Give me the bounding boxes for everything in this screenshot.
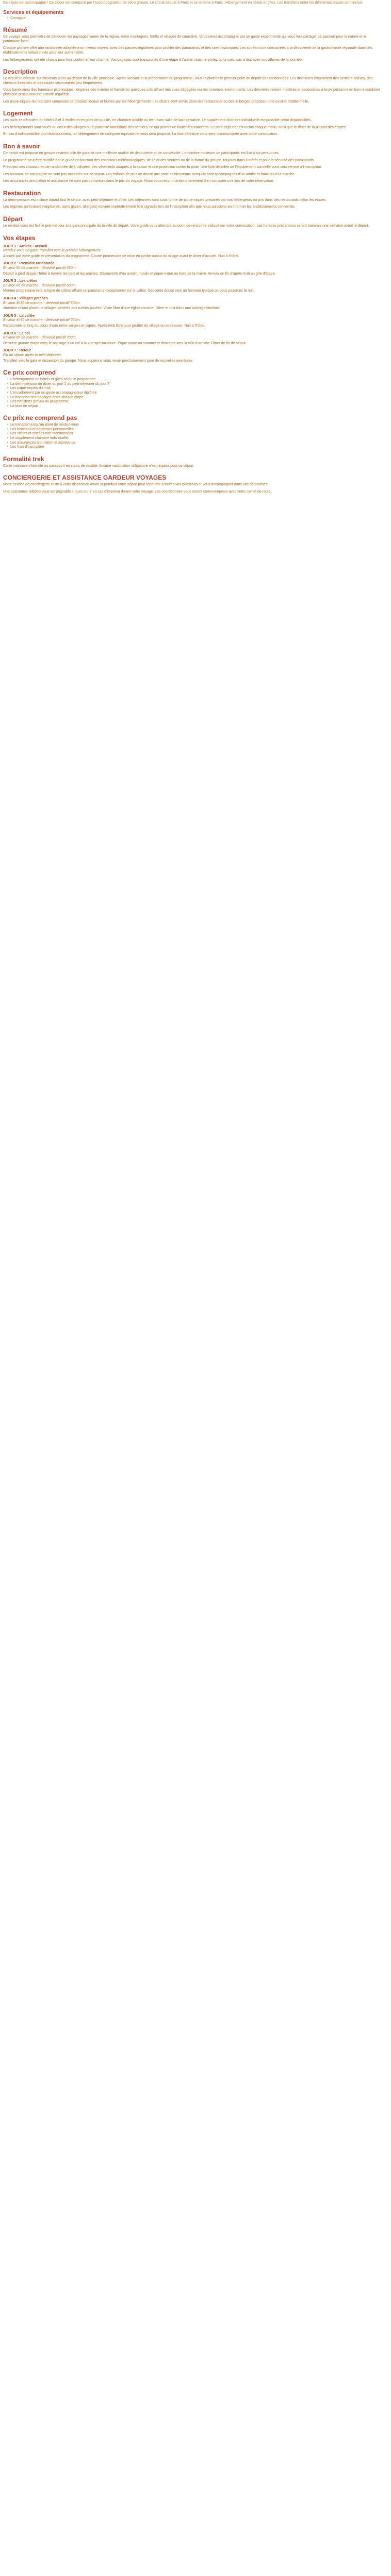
intro-text: Ce séjour est accompagné / Ce séjour est composé par l’accompagnateur de votre groupe. Le circuit débute à Paris et se termine à Paris. Hébergement en hôtels et gîtes. Les transferts entre les différentes étapes sont inclus. [3,1,363,5]
day-title: JOUR 2 : Première randonnée [3,262,55,266]
day-block [3,349,382,363]
bien-paragraph: Les assurances annulation et assistance ne sont pas comprises dans le prix du voyage. Nous vous recommandons vivement d’en souscrire une lors de votre réservation. [3,179,274,183]
day-block [3,262,382,276]
prix-pas-item: • Le transport jusqu’au point de rendez-vous [7,423,382,428]
bien-paragraph: Le programme peut être modifié par le guide en fonction des conditions météorologiques, de l’état des sentiers ou de la forme du groupe, toujours dans l’intérêt et pour la sécurité des participants. [3,158,315,162]
day-text: Montée progressive vers la ligne de crêtes offrant un panorama exceptionnel sur la vallée. Descente douce vers un hameau typique où vous passerez la nuit. [3,289,255,293]
logement-paragraph: Les hébergements sont situés au cœur des villages ou à proximité immédiate des sentiers, ce qui permet de limiter les transferts. Le petit-déjeuner est inclus chaque matin, ainsi que le dîner de la plupart des étapes. [3,125,347,129]
section-heading-resume: Résumé [3,26,27,34]
day-title: JOUR 1 : Arrivée - accueil [3,244,47,248]
day-subtitle: Environ 5h30 de marche - dénivelé positif 500m. [3,301,81,305]
section-heading-restauration: Restauration [3,189,41,197]
prix-comprend-item: • La taxe de séjour [7,404,382,409]
prix-pas-item: • Les visites et entrées non mentionnées [7,432,382,436]
conciergerie-paragraph: Une assistance téléphonique est joignable 7 jours sur 7 en cas d’imprévu durant votre voyage. Les coordonnées vous seront communiquées avec votre carnet de route. [3,490,272,494]
section-heading-conciergerie: CONCIERGERIE ET ASSISTANCE GARDEUR VOYAGES [3,474,167,482]
prix-comprend-item: • L’encadrement par un guide accompagnateur diplômé [7,391,382,396]
services-list [3,16,382,21]
services-heading: Services et équipements [3,9,64,15]
section-heading-bon-a-savoir: Bon à savoir [3,142,41,150]
prix-comprend-item: • Les pique-niques du midi [7,386,382,391]
section-heading-prix-comprend: Ce prix comprend [3,369,56,377]
page-end-spacer [3,497,382,502]
day-subtitle: Fin du séjour après le petit-déjeuner. [3,353,62,357]
page [0,0,385,502]
description-paragraph: Le circuit se déroule sur plusieurs jours au départ de la ville principale. Après l’accueil et la présentation du programme, vous rejoindrez le premier point de départ des randonnées. Les itinéraires empruntent des sentiers balisés, des chemins forestiers et des routes secondaires peu fréquentées. [3,77,373,85]
services-item: • Consigne [7,16,382,21]
day-block [3,332,382,346]
day-subtitle: Environ 6h de marche - dénivelé positif 600m. [3,283,77,287]
logement-paragraph: En cas d’indisponibilité d’un établissement, un hébergement de catégorie équivalente vous sera proposé. La liste définitive vous sera communiquée avec votre convocation. [3,132,279,137]
prix-comprend-item: • Les transferts prévus au programme [7,400,382,404]
section-heading-logement: Logement [3,110,33,117]
section-heading-prix-ne-comprend-pas: Ce prix ne comprend pas [3,414,77,422]
resume-paragraph: Les hébergements ont été choisis pour leur confort et leur charme. Vos bagages sont transportés d’une étape à l’autre, vous ne portez qu’un petit sac à dos avec vos affaires de la journée. [3,58,303,62]
prix-comprend-item: • Le transport des bagages entre chaque étape [7,396,382,400]
day-text: Itinéraire reliant plusieurs villages perchés aux ruelles pavées. Visite libre d’une église romane. Dîner et nuit dans une auberge familiale. [3,307,221,311]
day-block [3,314,382,329]
day-text: Départ à pied depuis l’hôtel à travers les bois et les prairies. Découverte d’un ancien moulin et pique-nique au bord de la rivière. Arrivée en fin d’après-midi au gîte d’étape. [3,272,276,276]
day-title: JOUR 6 : Le col [3,331,30,335]
formalite-paragraph: Carte nationale d’identité ou passeport en cours de validité. Aucune vaccination obligatoire n’est requise pour ce séjour. [3,464,194,468]
day-text: Randonnée le long du cours d’eau entre vergers et vignes. Après-midi libre pour profiter du village ou se reposer. Nuit à l’hôtel. [3,324,205,328]
day-title: JOUR 7 : Retour [3,349,31,353]
day-title: JOUR 3 : Les crêtes [3,279,38,283]
description-paragraph: Vous traverserez des hameaux pittoresques, longerez des rivières et franchirez quelques cols offrant des vues dégagées sur les sommets environnants. Les dénivelés restent modérés et accessibles à toute personne en bonne condition physique pratiquant une activité régulière. [3,88,380,96]
prix-pas-item: • Les assurances annulation et assistance [7,441,382,446]
day-title: JOUR 5 : La vallée [3,314,35,318]
depart-paragraph: Le rendez-vous est fixé le premier jour à la gare principale de la ville de départ. Votre guide vous attendra au point de rencontre indiqué sur votre convocation. Les horaires précis vous seront transmis une semaine avant le départ. [3,224,369,228]
logement-paragraph: Les nuits se déroulent en hôtels 2 et 3 étoiles et en gîtes de qualité, en chambre double ou twin avec salle de bain privative. Le supplément chambre individuelle est possible selon disponibilités. [3,118,312,123]
restauration-paragraph: Les régimes particuliers (végétarien, sans gluten, allergies) doivent impérativement être signalés lors de l’inscription afin que nous puissions en informer les établissements concernés. [3,205,296,209]
day-block [3,279,382,294]
prix-pas-item: • Les frais d’inscription [7,445,382,450]
resume-paragraph: Chaque journée offre une randonnée adaptée à un niveau moyen, avec des pauses régulières pour profiter des panoramas et des sites historiques. Les soirées sont consacrées à la découverte de la gastronomie régionale dans des établissements sélectionnés pour leur authenticité. [3,46,373,55]
bien-paragraph: Ce circuit est proposé en groupe restreint afin de garantir une meilleure qualité de découverte et de convivialité. Le nombre minimum de participants est fixé à six personnes. [3,151,280,155]
day-subtitle: Environ 4h30 de marche - dénivelé positif 350m. [3,318,81,323]
day-title: JOUR 4 : Villages perchés [3,297,48,300]
prix-pas-list [3,423,382,450]
day-subtitle: Environ 6h de marche - dénivelé positif 700m. [3,336,77,340]
bien-paragraph: Les animaux de compagnie ne sont pas acceptés sur ce séjour. Les enfants de plus de douze ans sont les bienvenus lorsqu’ils sont accompagnés d’un adulte et habitués à la marche. [3,172,296,176]
prix-pas-item: • Le supplément chambre individuelle [7,436,382,441]
day-text: Dernière grande étape avec le passage d’un col à la vue spectaculaire. Pique-nique au sommet et descente vers la ville d’arrivée. Dîner de fin de séjour. [3,341,247,345]
resume-paragraph: Ce voyage vous permettra de découvrir les paysages variés de la région, entre montagnes, forêts et villages de caractère. Vous serez accompagné par un guide expérimenté qui vous fera partager sa passion pour la nature et le patrimoine local. [3,35,366,43]
day-subtitle: Environ 5h de marche - dénivelé positif 450m. [3,266,77,270]
section-heading-description: Description [3,68,38,76]
section-heading-depart: Départ [3,215,23,223]
bien-paragraph: Prévoyez des chaussures de randonnée déjà utilisées, des vêtements adaptés à la saison et une protection contre la pluie. Une liste détaillée de l’équipement conseillé vous sera remise à l’inscription. [3,165,322,170]
day-subtitle: Rendez-vous en gare, transfert vers le premier hébergement. [3,249,101,253]
day-text: Accueil par votre guide et présentation du programme. Courte promenade de mise en jambe autour du village avant le dîner d’accueil. Nuit à l’hôtel. [3,254,239,258]
conciergerie-paragraph: Notre service de conciergerie reste à votre disposition avant et pendant votre séjour pour répondre à toutes vos questions et vous accompagner dans vos démarches. [3,483,269,487]
day-text: Transfert vers la gare et dispersion du groupe. Nous espérons vous revoir prochainement pour de nouvelles aventures. [3,359,193,363]
prix-comprend-item: • L’hébergement en hôtels et gîtes selon le programme [7,378,382,382]
section-heading-vos-etapes: Vos étapes [3,234,36,242]
section-heading-formalite: Formalité trek [3,455,44,463]
description-paragraph: Les pique-niques du midi sont composés de produits locaux et fournis par les hébergements. Les dîners sont servis dans des restaurants ou des auberges proposant une cuisine traditionnelle. [3,99,309,104]
prix-comprend-item: • La demi-pension du dîner du jour 1 au petit-déjeuner du jour 7 [7,382,382,387]
restauration-paragraph: La demi-pension est incluse durant tout le séjour, avec petit-déjeuner et dîner. Les déjeuners sont sous forme de pique-niques préparés par nos hébergeurs ou pris dans des restaurants selon les étapes. [3,198,327,202]
day-block [3,297,382,311]
day-block [3,245,382,259]
prix-pas-item: • Les boissons et dépenses personnelles [7,428,382,432]
prix-comprend-list [3,378,382,409]
